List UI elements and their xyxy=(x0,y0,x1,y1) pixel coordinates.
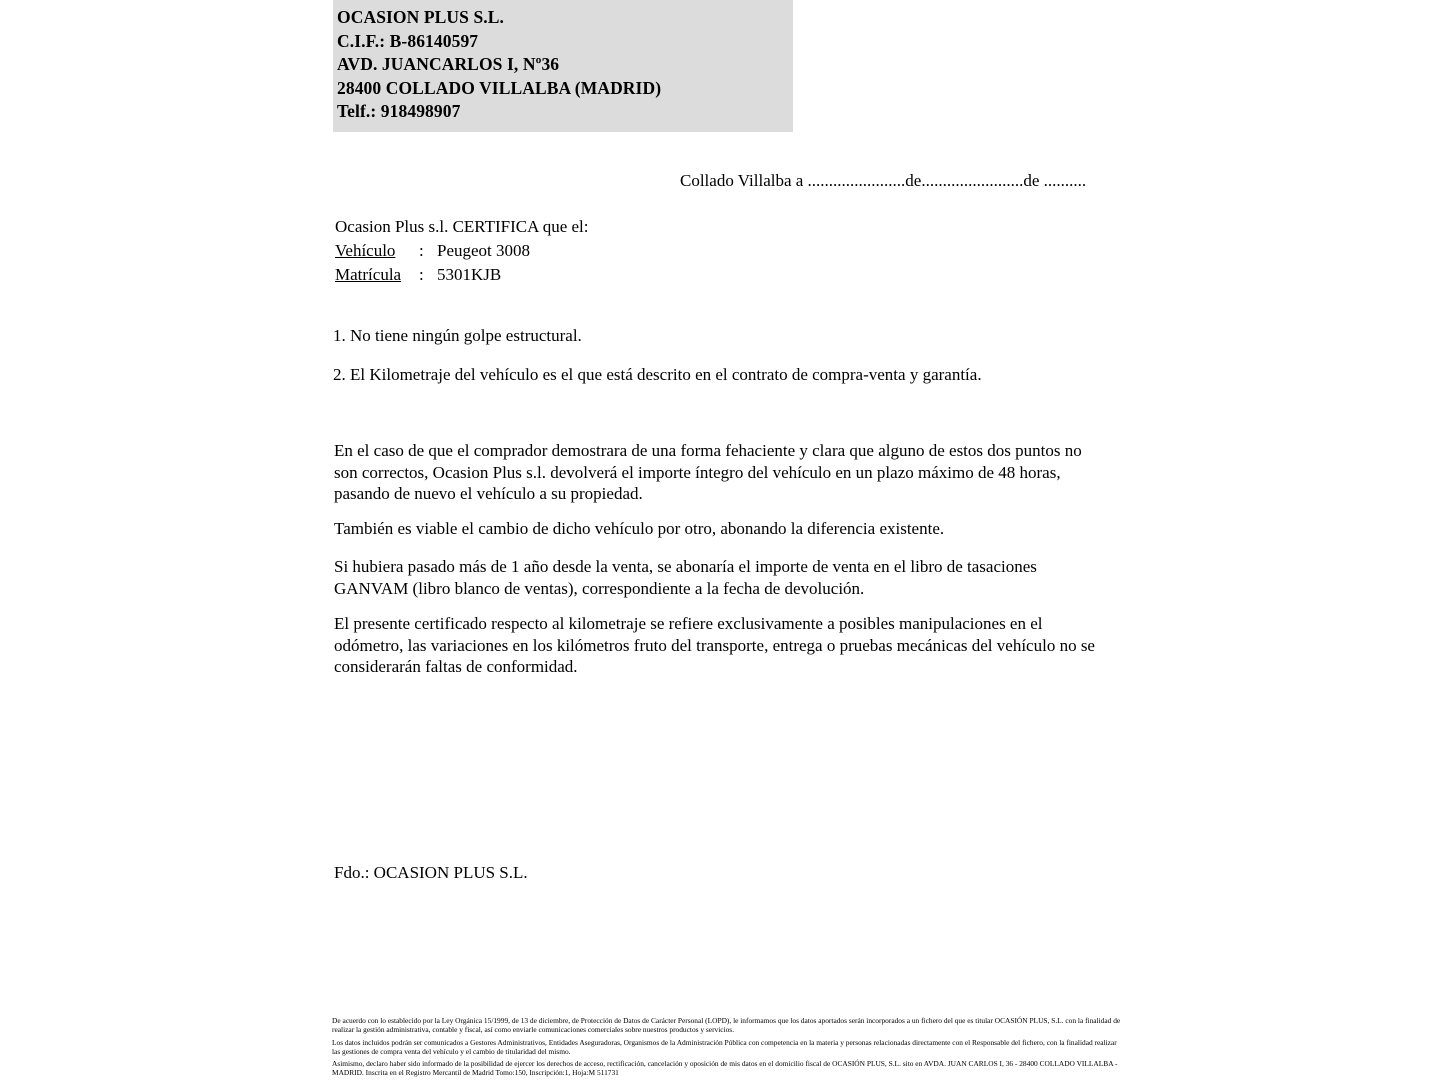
vehicle-value: Peugeot 3008 xyxy=(437,241,531,260)
paragraph-odometer-clause: El presente certificado respecto al kilometraje se refiere exclusivamente a posibles manipulaciones en el odómetro, las variaciones en los kilómetros fruto del transporte, entrega o pruebas mecánicas del vehículo no se considerarán faltas de conformidad. xyxy=(334,614,1095,676)
company-city: 28400 COLLADO VILLALBA (MADRID) xyxy=(337,77,662,98)
company-phone: Telf.: 918498907 xyxy=(337,101,461,121)
plate-row xyxy=(335,263,589,287)
legal-paragraph-3: Asimismo, declaro haber sido informado de la posibilidad de ejercer los derechos de acceso, rectificación, cancelación y oposición de mis datos en el domicilio fiscal de OCASIÓN PLUS, S.L. sito en AVDA. JUAN CARLOS I, 36 - 28400 COLLADO VILLALBA - MADRID. Inscrita en el Registro Mercantil de Madrid Tomo:150, Inscripción:1, Hoja:M 511731 xyxy=(332,1059,1118,1078)
plate-label: Matrícula xyxy=(335,265,402,284)
legal-paragraph-1: De acuerdo con lo establecido por la Ley Orgánica 15/1999, de 13 de diciembre, de Protección de Datos de Carácter Personal (LOPD), le informamos que los datos aportados serán incorporados a un fichero del que es titular OCASIÓN PLUS, S.L. con la finalidad de realizar la gestión administrativa, contable y fiscal, así como enviarle comunicaciones comerciales sobre nuestros productos y servicios. xyxy=(332,1016,1121,1035)
signature-line: Fdo.: OCASION PLUS S.L. xyxy=(334,863,528,882)
paragraph-refund-terms: En el caso de que el comprador demostrara de una forma fehaciente y clara que alguno de estos dos puntos no son correctos, Ocasion Plus s.l. devolverá el importe íntegro del vehículo en un plazo máximo de 48 horas, pasando de nuevo el vehículo a su propiedad. xyxy=(334,441,1082,503)
company-street: AVD. JUANCARLOS I, Nº36 xyxy=(337,54,560,74)
vehicle-separator: : xyxy=(419,241,424,260)
vehicle-row xyxy=(335,239,589,263)
point-item-1: 1. No tiene ningún golpe estructural. xyxy=(333,326,582,345)
paragraph-vehicle-exchange: También es viable el cambio de dicho vehículo por otro, abonando la diferencia existente. xyxy=(334,519,945,538)
certification-block xyxy=(335,215,589,287)
company-cif: C.I.F.: B-86140597 xyxy=(337,30,479,51)
legal-footnote xyxy=(332,1016,1122,1078)
company-name: OCASION PLUS S.L. xyxy=(337,7,505,27)
plate-value: 5301KJB xyxy=(437,265,502,284)
certifies-intro: Ocasion Plus s.l. CERTIFICA que el: xyxy=(335,217,589,236)
legal-paragraph-2: Los datos incluidos podrán ser comunicados a Gestores Administrativos, Entidades Aseguradoras, Organismos de la Administración Pública con competencia en la materia y personas relacionadas directamente con el Responsable del fichero, con la finalidad realizar las gestiones de compra venta del vehículo y el cambio de titularidad del mismo. xyxy=(332,1037,1117,1056)
company-letterhead xyxy=(333,0,793,132)
plate-separator: : xyxy=(419,265,424,284)
vehicle-label: Vehículo xyxy=(335,241,396,260)
paragraph-one-year-clause: Si hubiera pasado más de 1 año desde la venta, se abonaría el importe de venta en el libro de tasaciones GANVAM (libro blanco de ventas), correspondiente a la fecha de devolución. xyxy=(334,557,1037,598)
point-item-2: 2. El Kilometraje del vehículo es el que está descrito en el contrato de compra-venta y garantía. xyxy=(333,365,982,384)
place-and-date-line: Collado Villalba a .......................de........................de .......... xyxy=(680,171,1087,190)
